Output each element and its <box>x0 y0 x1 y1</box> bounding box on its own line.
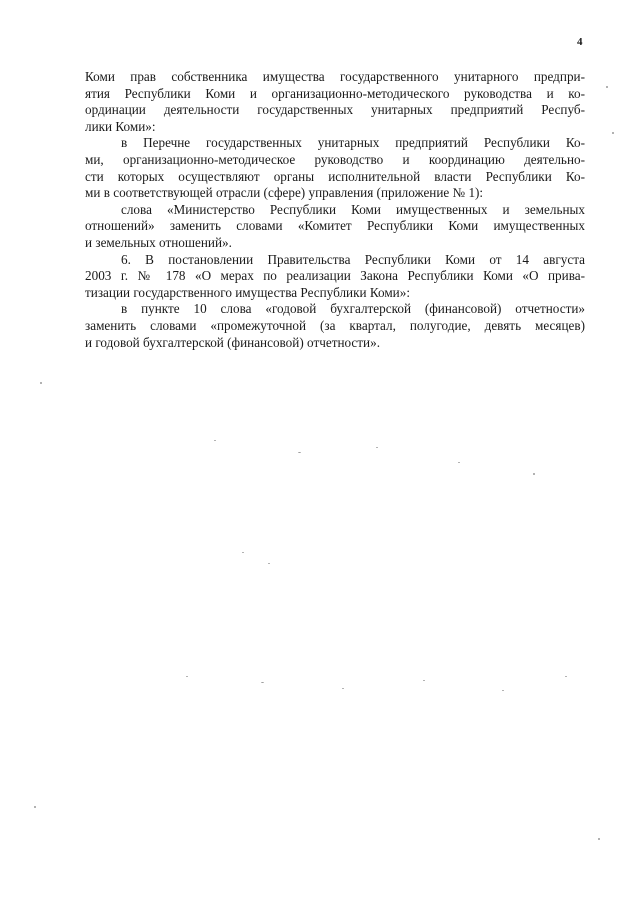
scan-speck <box>458 462 460 463</box>
text-line: в Перечне государственных унитарных предприятий Республики Ко- <box>121 135 585 151</box>
scan-speck <box>342 688 344 689</box>
scan-speck <box>298 452 301 453</box>
paragraph <box>85 252 585 302</box>
text-line: сти которых осуществляют органы исполнительной власти Республики Ко- <box>85 168 585 184</box>
text-line: 2003 г. № 178 «О мерах по реализации Закона Республики Коми «О прива- <box>85 268 585 284</box>
text-line: 6. В постановлении Правительства Республики Коми от 14 августа <box>121 251 585 267</box>
scan-speck <box>612 132 614 134</box>
scan-speck <box>502 690 504 691</box>
scan-speck <box>606 86 608 88</box>
text-line: и годовой бухгалтерской (финансовой) отчетности». <box>85 334 380 350</box>
document-body <box>85 69 585 351</box>
text-line: заменить словами «промежуточной (за квартал, полугодие, девять месяцев) <box>85 317 585 333</box>
text-line: ординации деятельности государственных унитарных предприятий Респуб- <box>85 102 585 118</box>
scan-speck <box>261 682 264 683</box>
text-line: тизации государственного имущества Республики Коми»: <box>85 284 410 300</box>
scan-speck <box>565 676 567 677</box>
paragraph <box>85 69 585 135</box>
text-line: отношений» заменить словами «Комитет Республики Коми имущественных <box>85 218 585 234</box>
scan-speck <box>40 382 42 384</box>
text-line: Коми прав собственника имущества государственного унитарного предпри- <box>85 69 585 84</box>
text-line: ятия Республики Коми и организационно-методического руководства и ко- <box>85 85 585 101</box>
page-number: 4 <box>577 36 583 48</box>
paragraph <box>85 202 585 252</box>
text-line: лики Коми»: <box>85 118 156 134</box>
scan-speck <box>186 676 188 677</box>
text-line: в пункте 10 слова «годовой бухгалтерской (финансовой) отчетности» <box>121 301 585 317</box>
scan-speck <box>268 563 270 564</box>
paragraph <box>85 135 585 201</box>
scan-speck <box>598 838 600 840</box>
text-line: и земельных отношений». <box>85 234 232 250</box>
text-line: ми в соответствующей отрасли (сфере) управления (приложение № 1): <box>85 185 484 201</box>
paragraph <box>85 301 585 351</box>
scan-speck <box>376 447 378 448</box>
text-line: слова «Министерство Республики Коми имущественных и земельных <box>121 201 585 217</box>
scan-speck <box>242 552 244 553</box>
scan-speck <box>214 440 216 441</box>
scan-speck <box>533 473 535 475</box>
scan-speck <box>34 806 36 808</box>
text-line: ми, организационно-методическое руководство и координацию деятельно- <box>85 151 585 167</box>
scan-speck <box>423 680 425 681</box>
